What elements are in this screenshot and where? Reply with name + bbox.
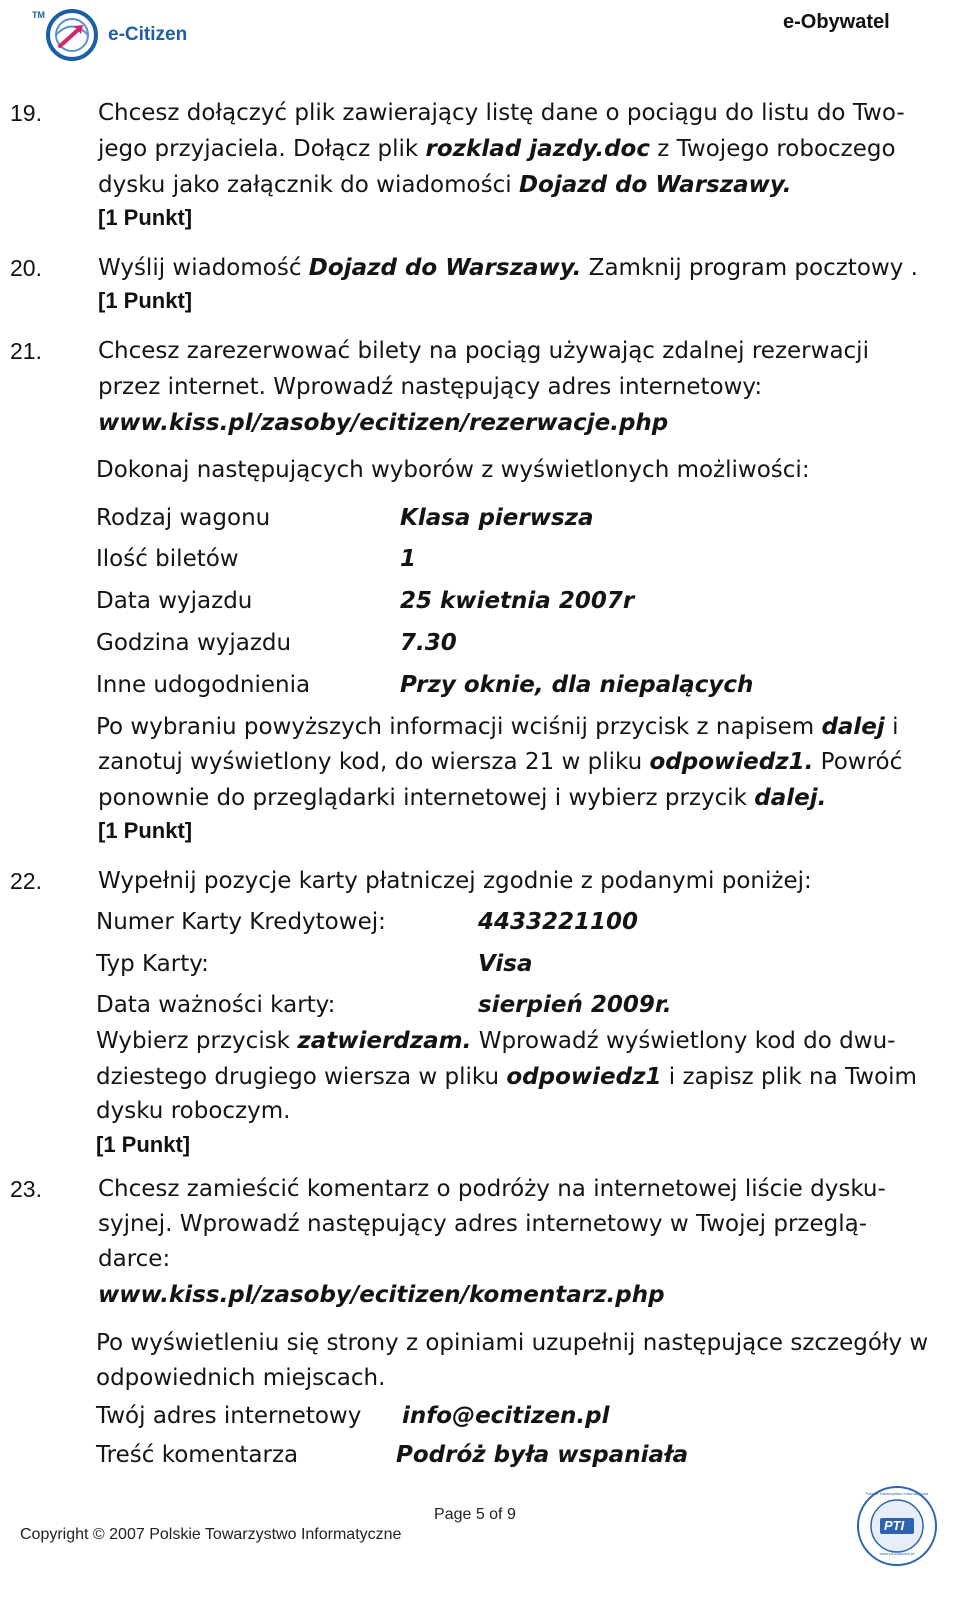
q21-row-value: 7.30 [400, 630, 457, 656]
q21-row-label: Rodzaj wagonu [96, 505, 271, 531]
q22-text: i zapisz plik na Twoim [661, 1064, 917, 1090]
q23-paragraph-line-1: Po wyświetleniu się strony z opiniami uzupełnij następujące szczegóły w [96, 1330, 929, 1356]
q21-text: Po wybraniu powyższych informacji wciśnij przycisk z napisem [96, 714, 822, 740]
q19-line-1: Chcesz dołączyć plik zawierający listę dane o pociągu do listu do Two- [98, 100, 905, 126]
q19-text: z Twojego roboczego [649, 136, 896, 162]
q22-text: dziestego drugiego wiersza w pliku [96, 1064, 507, 1090]
q21-row-label: Ilość biletów [96, 546, 239, 572]
header-logo [30, 6, 200, 62]
q22-paragraph-line-2 [96, 1059, 917, 1095]
q23-line-1: Chcesz zamieścić komentarz o podróży na internetowej liście dysku- [98, 1176, 886, 1202]
q21-paragraph-line-1 [96, 709, 899, 745]
q22-line-1: Wypełnij pozycje karty płatniczej zgodnie z podanymi poniżej: [98, 868, 812, 894]
q22-row-label: Data ważności karty: [96, 992, 336, 1018]
q21-url: www.kiss.pl/zasoby/ecitizen/rezerwacje.php [98, 410, 669, 436]
q20-text: Wyślij wiadomość [98, 255, 309, 281]
q20-points: [1 Punkt] [98, 288, 193, 313]
question-number-19: 19. [10, 100, 42, 126]
q22-text: Wybierz przycisk [96, 1028, 298, 1054]
q21-row-label: Godzina wyjazdu [96, 630, 292, 656]
q21-row-value: 25 kwietnia 2007r [400, 588, 635, 614]
pti-text: PTI [884, 1518, 905, 1533]
q22-paragraph-line-1 [96, 1023, 895, 1059]
q22-button-name: zatwierdzam. [297, 1028, 472, 1054]
q19-points: [1 Punkt] [98, 205, 193, 230]
q22-row-value: Visa [478, 951, 533, 977]
q21-paragraph-line-3 [98, 780, 826, 816]
question-number-23: 23. [10, 1176, 42, 1202]
q22-text: Wprowadź wyświetlony kod do dwu- [471, 1028, 896, 1054]
q21-filename: odpowiedz1. [649, 749, 814, 775]
q23-url: www.kiss.pl/zasoby/ecitizen/komentarz.php [98, 1282, 665, 1308]
q21-line-1: Chcesz zarezerwować bilety na pociąg używając zdalnej rezerwacji [98, 338, 869, 364]
q19-line-3 [98, 167, 792, 203]
q22-points: [1 Punkt] [96, 1132, 191, 1157]
q21-row-label: Data wyjazdu [96, 588, 253, 614]
q21-points: [1 Punkt] [98, 818, 193, 843]
q23-row-value: Podróż była wspaniała [396, 1442, 689, 1468]
q21-text: ponownie do przeglądarki internetowej i wybierz przycik [98, 785, 755, 811]
q22-paragraph-line-3: dysku roboczym. [96, 1098, 291, 1124]
q23-line-3: darce: [98, 1246, 171, 1272]
q21-row-value: Przy oknie, dla niepalących [400, 672, 754, 698]
q21-paragraph-line-2 [98, 744, 902, 780]
pti-logo [856, 1485, 938, 1567]
q23-paragraph-line-2: odpowiednich miejscach. [96, 1365, 386, 1391]
q22-row-label: Typ Karty: [96, 951, 209, 977]
logo-text: e-Citizen [108, 24, 188, 45]
q19-filename: rozklad jazdy.doc [425, 136, 650, 162]
q21-text: zanotuj wyświetlony kod, do wiersza 21 w pliku [98, 749, 650, 775]
q21-row-value: Klasa pierwsza [400, 505, 594, 531]
q19-text: jego przyjaciela. Dołącz plik [98, 136, 426, 162]
question-number-21: 21. [10, 338, 42, 364]
q19-line-2 [98, 131, 896, 167]
header-title: e-Obywatel [783, 11, 890, 33]
q20-line-1 [98, 250, 918, 286]
q23-line-2: syjnej. Wprowadź następujący adres internetowy w Twojej przeglą- [98, 1211, 868, 1237]
q21-intro: Dokonaj następujących wyborów z wyświetlonych możliwości: [96, 457, 810, 483]
q22-row-value: sierpień 2009r. [478, 992, 672, 1018]
q23-row-value: info@ecitizen.pl [402, 1403, 610, 1429]
q21-button-name: dalej [821, 714, 885, 740]
q22-row-value: 4433221100 [478, 909, 639, 935]
q20-text: Zamknij program pocztowy . [581, 255, 918, 281]
question-number-20: 20. [10, 255, 42, 281]
ecitizen-globe-icon [44, 8, 100, 62]
trademark: TM [32, 10, 45, 20]
page-number: Page 5 of 9 [434, 1506, 516, 1523]
q21-row-label: Inne udogodnienia [96, 672, 311, 698]
q22-filename: odpowiedz1 [506, 1064, 662, 1090]
q21-text: i [884, 714, 899, 740]
q23-row-label: Twój adres internetowy [96, 1403, 362, 1429]
pti-url: www.pti.katowice.pl [879, 1551, 915, 1556]
question-number-22: 22. [10, 868, 42, 894]
q19-message-subject: Dojazd do Warszawy. [518, 172, 792, 198]
pti-ring-text: Polskie Towarzystwo Informatyczne [865, 1491, 929, 1496]
q21-text: Powróć [813, 749, 903, 775]
q21-row-value: 1 [400, 546, 417, 572]
copyright: Copyright © 2007 Polskie Towarzystwo Informatyczne [20, 1526, 402, 1543]
q23-row-label: Treść komentarza [96, 1442, 299, 1468]
q20-message-subject: Dojazd do Warszawy. [308, 255, 582, 281]
q21-line-2: przez internet. Wprowadź następujący adres internetowy: [98, 374, 763, 400]
q19-text: dysku jako załącznik do wiadomości [98, 172, 519, 198]
q21-button-name: dalej. [754, 785, 827, 811]
q22-row-label: Numer Karty Kredytowej: [96, 909, 386, 935]
